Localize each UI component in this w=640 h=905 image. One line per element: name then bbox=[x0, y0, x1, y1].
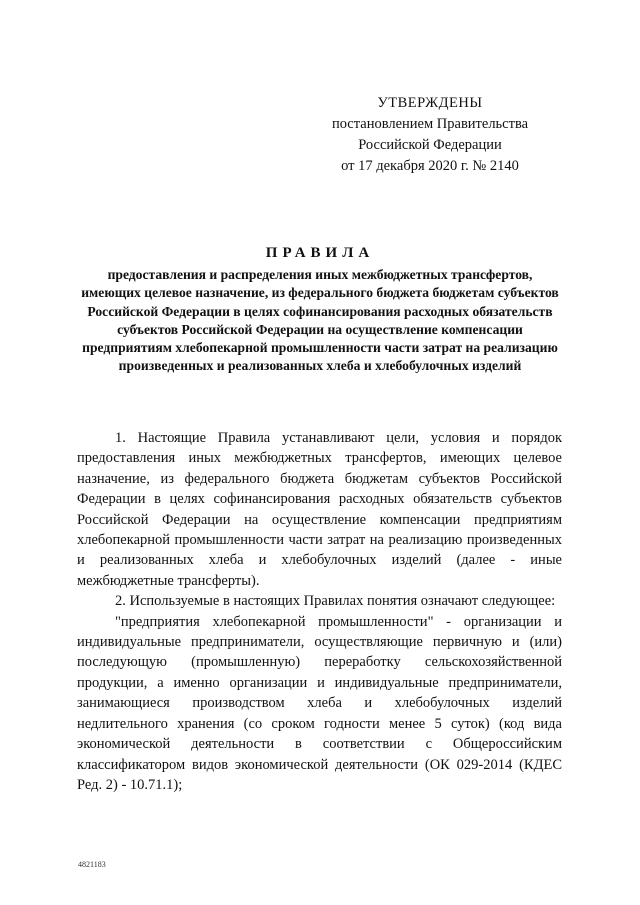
document-subtitle: предоставления и распределения иных межбюджетных трансфертов, имеющих целевое назначение, из федерального бюджета бюджетам субъектов Российской Федерации в целях софинансирования расходных обязательств субъектов Российской Федерации на осуществление компенсации предприятиям хлебопекарной промышленности части затрат на реализацию произведенных и реализованных хлеба и хлебобулочных изделий bbox=[81, 267, 559, 374]
approval-heading: УТВЕРЖДЕНЫ bbox=[377, 95, 483, 111]
approval-line-1: постановлением Правительства bbox=[331, 116, 529, 132]
approval-block bbox=[330, 93, 530, 177]
approval-line-2: Российской Федерации bbox=[358, 137, 502, 153]
approval-line-3: от 17 декабря 2020 г. № 2140 bbox=[341, 158, 519, 174]
footer-code: 4821183 bbox=[78, 860, 106, 869]
paragraph-3: "предприятия хлебопекарной промышленности" - организации и индивидуальные предприниматели, осуществляющие первичную и (или) последующую (промышленную) переработку сельскохозяйственной продукции, а именно организации и индивидуальные предприниматели, занимающиеся производством хлеба и хлебобулочных изделий недлительного хранения (со сроком годности менее 5 суток) (код вида экономической деятельности в соответствии с Общероссийским классификатором видов экономической деятельности (ОК 029-2014 (КДЕС Ред. 2) - 10.71.1); bbox=[77, 613, 562, 793]
paragraph-1: 1. Настоящие Правила устанавливают цели, условия и порядок предоставления иных межбюджетных трансфертов, имеющих целевое назначение, из федерального бюджета бюджетам субъектов Российской Федерации в целях софинансирования расходных обязательств субъектов Российской Федерации на осуществление компенсации предприятиям хлебопекарной промышленности части затрат на реализацию произведенных и реализованных хлеба и хлебобулочных изделий (далее - иные межбюджетные трансферты). bbox=[77, 430, 562, 589]
paragraph-2: 2. Используемые в настоящих Правилах понятия означают следующее: bbox=[115, 593, 556, 610]
document-body bbox=[77, 428, 562, 795]
document-title: ПРАВИЛА bbox=[265, 245, 375, 261]
